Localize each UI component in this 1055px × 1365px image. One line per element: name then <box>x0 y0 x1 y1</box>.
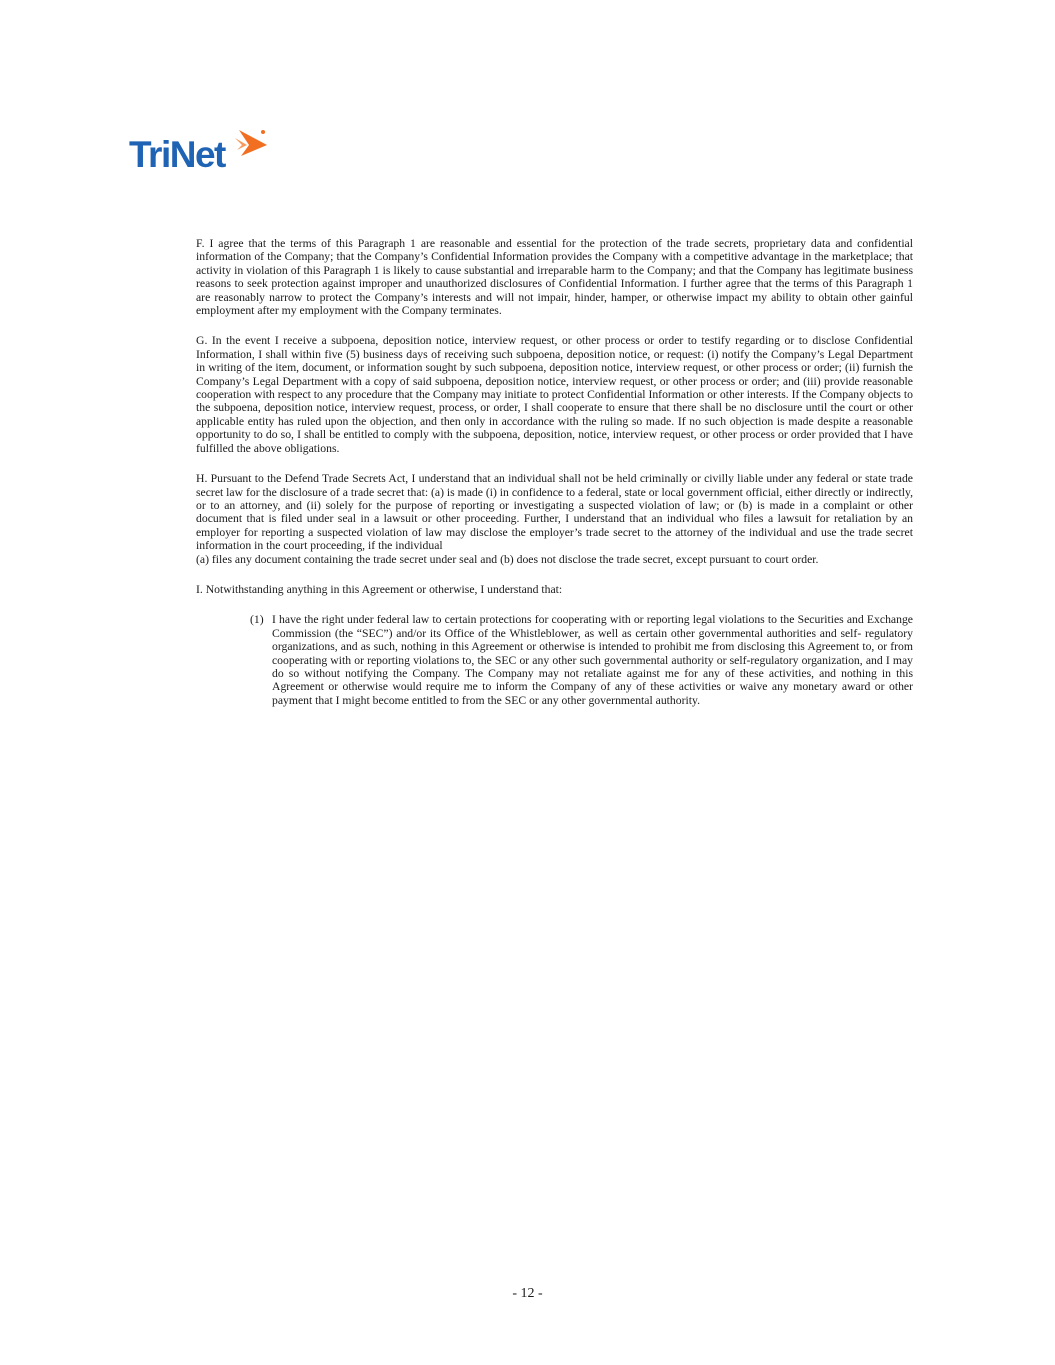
list-item <box>250 613 913 707</box>
paragraph-f: F. I agree that the terms of this Paragraph 1 are reasonable and essential for the protection of the trade secrets, proprietary data and confidential information of the Company; that the Company’s Confidential Information provides the Company with a competitive advantage in the marketplace; that activity in violation of this Paragraph 1 is likely to cause substantial and irreparable harm to the Company; and that the Company has legitimate business reasons to seek protection against improper and unauthorized disclosures of Confidential Information. I further agree that the terms of this Paragraph 1 are reasonably narrow to protect the Company’s interests and will not impair, hinder, hamper, or otherwise impact my ability to obtain other gainful employment after my employment with the Company terminates. <box>196 237 913 318</box>
trinet-arrow-logo-icon <box>233 126 269 162</box>
company-logo <box>129 126 269 182</box>
paragraph-h-continuation: (a) files any document containing the trade secret under seal and (b) does not disclose the trade secret, except pursuant to court order. <box>196 552 819 566</box>
list-item-number: (1) <box>250 613 264 627</box>
logo-wordmark: TriNet <box>129 134 225 175</box>
document-body <box>196 237 913 707</box>
page-number: - 12 - <box>512 1286 543 1301</box>
paragraph-g: G. In the event I receive a subpoena, deposition notice, interview request, or other process or order to testify regarding or to disclose Confidential Information, I shall within five (5) business days of receiving such subpoena, deposition notice, or request: (i) notify the Company’s Legal Department in writing of the item, document, or information sought by such subpoena, deposition notice, interview request, or other process or order; (ii) furnish the Company’s Legal Department with a copy of said subpoena, deposition notice, interview request, or other process or order; and (iii) provide reasonable cooperation with respect to any procedure that the Company may initiate to protect Confidential Information or other interests. If the Company objects to the subpoena, deposition notice, interview request, process, or order, I shall cooperate to ensure that there shall be no disclosure until the court or other applicable entity has ruled upon the objection, and then only in accordance with the ruling so made. If no such objection is made despite a reasonable opportunity to do so, I shall be entitled to comply with the subpoena, deposition, notice, interview request, or other process or order provided that I have fulfilled the above obligations. <box>196 334 913 455</box>
paragraph-h: H. Pursuant to the Defend Trade Secrets Act, I understand that an individual shall not be held criminally or civilly liable under any federal or state trade secret law for the disclosure of a trade secret that: (a) is made (i) in confidence to a federal, state or local government official, either directly or indirectly, or to an attorney, and (ii) solely for the purpose of reporting or investigating a suspected violation of law; or (b) is made in a complaint or other document that is filed under seal in a lawsuit or other proceeding. Further, I understand that an individual who files a lawsuit for retaliation by an employer for reporting a suspected violation of law may disclose the employer’s trade secret to the attorney of the individual and use the trade secret information in the court proceeding, if the individual <box>196 472 913 553</box>
list-item-text: I have the right under federal law to certain protections for cooperating with or reporting legal violations to the Securities and Exchange Commission (the “SEC”) and/or its Office of the Whistleblower, as well as certain other governmental authorities and self- regulatory organizations, and as such, nothing in this Agreement or otherwise is intended to prohibit me from disclosing this Agreement to, or from cooperating with or reporting violations to, the SEC or any other such governmental authority or self-regulatory organization, and I may do so without notifying the Company. The Company may not retaliate against me for any of these activities, and nothing in this Agreement or otherwise would require me to inform the Company of any of these activities or waive any monetary award or other payment that I might become entitled to from the SEC or any other governmental authority. <box>272 613 913 707</box>
paragraph-i-heading: I. Notwithstanding anything in this Agreement or otherwise, I understand that: <box>196 582 563 596</box>
